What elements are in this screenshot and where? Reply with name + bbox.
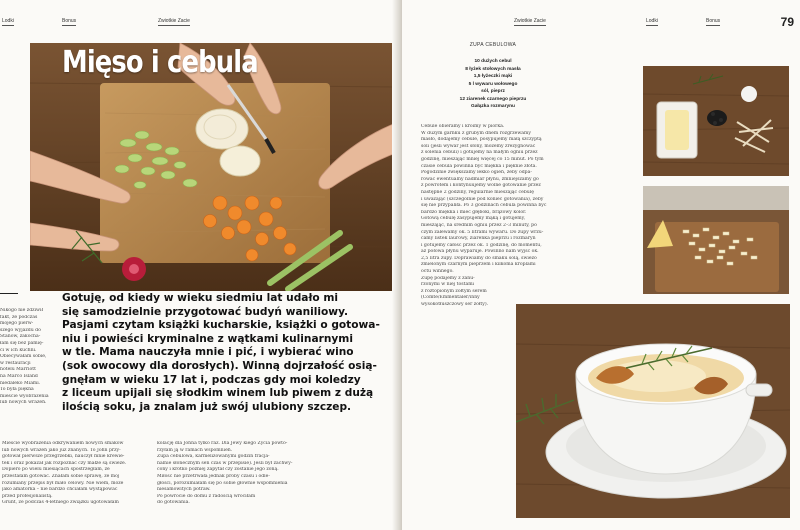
text-line: Pogodzinie zwiększamy lekko ogień, żeby odpa- xyxy=(421,170,532,176)
text-line: do gotowania. xyxy=(157,500,190,506)
intro-paragraph xyxy=(62,292,395,414)
header-right-section-b: Lodki xyxy=(646,18,658,24)
text-line: Obiecywałam sobie, xyxy=(0,354,47,360)
text-line: jako amatorka – nie bardzo chciałam wystąpować xyxy=(2,487,118,493)
text-line: rować ewentualny nadmiar płynu, zmniejszamy go xyxy=(421,176,539,182)
text-line: godzinę, mieszając mniej więcej co 15 minut. Po tym xyxy=(421,156,544,162)
text-line: łam się bez pamię- xyxy=(0,340,44,346)
text-line: rzonymi w niej tostami xyxy=(421,282,475,288)
text-line: W dużym garnku z grubym dnem rozgrzewamy xyxy=(421,130,531,136)
soup-photo xyxy=(516,304,790,518)
onion-soup-bowl-image xyxy=(516,304,790,518)
text-line: rozumiany przepis był mało celowy. Nie wiem, może xyxy=(2,480,124,486)
text-line: rzyłam ją w ramach wspomnień. xyxy=(157,447,233,453)
column-rule xyxy=(0,293,18,294)
cheese-photo xyxy=(643,186,789,294)
header-left-section-b: Bonus xyxy=(62,18,77,24)
text-line: Gotową cebulę zasypujemy mąką i gotujemy, xyxy=(421,216,526,222)
text-line: Stanów, zakocha- xyxy=(0,334,41,340)
text-line: mieście wyobrażenia xyxy=(0,393,49,399)
text-line: ci w ich kuchni. xyxy=(0,347,37,353)
text-line: masło, dodajemy cebule, posypujemy małą szczyptą xyxy=(421,137,542,143)
text-line: Nikogo nie zdziwił xyxy=(0,308,43,313)
left-body-column-2 xyxy=(157,441,327,507)
left-body-column-1 xyxy=(2,441,148,507)
text-line: w restauracji xyxy=(0,360,31,366)
text-line: czym zalewamy ok. 5 litrami wywaru. Do zupy wrzu- xyxy=(421,229,544,235)
text-line: tek i oraz pokazał jak rozpoznać czy małże są świeże. xyxy=(2,460,127,466)
text-line: zmielonym czarnym pieprzem i kilkoma kroplami xyxy=(421,262,536,268)
header-left-section-c: Zwiotkie Zacie xyxy=(158,18,190,24)
text-line: lub nowych wrażeń. xyxy=(0,400,47,406)
text-line: niedaleko Miami. xyxy=(0,380,41,386)
intro-line: w tle. Mama nauczyła mnie i pić, i wybierać wino xyxy=(62,346,354,359)
intro-line: (sok owocowy dla dorosłych). Winną dojrzałość osią- xyxy=(62,359,377,372)
intro-line: niu i powieści kryminalne z wątkami kulinarnymi xyxy=(62,332,353,345)
text-line: To była piękna xyxy=(0,387,34,393)
text-line: gotował pierwsze przegrzebki, nauczył mnie krewie- xyxy=(2,454,125,460)
onion-carrot-cutting-board-image xyxy=(30,43,396,291)
text-line: czasie cebula powinna być miękka i pięknie złota. xyxy=(421,163,537,169)
text-line: niesamowitych potraw. xyxy=(157,487,211,493)
text-line: Zupę podajemy z zanu- xyxy=(421,275,475,281)
text-line: camy listek laurowy, ziarenka pieprzu i rozmaryn xyxy=(421,236,536,242)
text-line: octu winnego. xyxy=(421,269,454,275)
text-line: się nie przypaliła. Po 3 godzinach cebula powinna być xyxy=(421,203,547,209)
text-line: i gotujemy całość przez ok. 1 godzinę, do momentu, xyxy=(421,242,542,248)
text-line: Dopiero po wielu miesiącach spostrzegłam, że xyxy=(2,467,110,473)
ingredient-item: 12 ziarenek czarnego pieprzu xyxy=(459,96,527,102)
text-line: wysokotłuszczowy ser żółty). xyxy=(421,302,489,308)
intro-line: się samodzielnie przygotować budyń waniliowy. xyxy=(62,305,349,318)
text-line: następne 2 godziny, regularnie mieszając cebulę xyxy=(421,189,534,195)
text-line: głości, porozumiałam się po sobie głównie wspomnienia xyxy=(157,480,288,486)
text-line: z powrotem i kontynuujemy wolne gotowanie przez xyxy=(421,183,541,189)
ingredient-item: 8 łyżek stołowych masła xyxy=(465,66,521,72)
text-line: fakt, że podczas xyxy=(0,314,38,320)
header-right-section-a: Zwiotkie Zacie xyxy=(514,18,546,24)
ingredients-list xyxy=(418,58,568,111)
text-line: kolację dla Johna tylko raz. Dla Jewy kiego Życia powtó- xyxy=(157,441,288,446)
text-line: szego wyjazdu do xyxy=(0,327,41,333)
intro-line: ilością soku, ja znalam już swój ulubiony szczep. xyxy=(62,400,352,413)
text-line: Po powrocie do domu z radością wróciłam xyxy=(157,493,256,499)
intro-line: gnęłam w wieku 17 lat i, podczas gdy moi koledzy xyxy=(62,373,361,386)
text-line: mojego pierw- xyxy=(0,321,34,327)
text-line: soli (jeśli wywar jest słony, możemy zrezygnować xyxy=(421,143,536,149)
intro-line: Gotuję, od kiedy w wieku siedmiu lat udało mi xyxy=(62,292,339,304)
text-line: hotelu Marriott xyxy=(0,367,36,373)
text-line: z roztopionym żółtym serem xyxy=(421,288,487,294)
butter-pepper-herbs-image xyxy=(643,66,789,176)
ingredient-item: 1,5 łyżeczki mąki xyxy=(473,74,513,79)
text-line: aż połowa płynu wyparuje. Powinno nam wyjść ok. xyxy=(421,249,539,255)
text-line: (Comte/Emmentaler/inny xyxy=(421,295,480,301)
text-line: mieszając, na średnim ogniu przez 2–3 minuty, po xyxy=(421,222,537,228)
intro-line: Pasjami czytam książki kucharskie, książki o gotowa- xyxy=(62,319,380,332)
header-left-section-a: Lodki xyxy=(2,18,14,24)
text-line: lub nowych wrażeń jako już znanych. To John przy- xyxy=(2,447,121,453)
text-line: na Marco Island xyxy=(0,373,38,379)
recipe-title: ZUPA CEBULOWA xyxy=(469,42,517,48)
text-line: i uważając (szczególnie pod koniec gotowania), żeby xyxy=(421,196,544,202)
text-line: 2,5 litra zupy. Doprawiamy do smaku solą, świeżo xyxy=(421,255,537,261)
text-line: Grunt, że podczas 4-letniego związku ugotowałam xyxy=(2,500,119,506)
text-line: cony i krótko później zapytał czy zostanie jego żoną. xyxy=(157,467,279,473)
text-line: Mieście wyobrażenia odkrywaniem nowych smaków xyxy=(2,441,124,446)
article-title: Mięso i cebula xyxy=(62,45,258,80)
text-line: Miłość nie przetrwała jednak próby czasu i odle- xyxy=(157,473,270,479)
intro-line: z liceum upijali się słodkim winem lub piwem z dużą xyxy=(62,387,374,400)
text-line: Cebule obieramy i kroimy w piórka. xyxy=(421,124,505,129)
ingredient-item: 10 dużych cebul xyxy=(474,59,512,64)
recipe-method xyxy=(421,124,626,309)
ingredient-item: Gałązka rozmarynu xyxy=(471,104,515,109)
text-line: nalnie słonecznym sen czas w przepisie). Jeśli był zachwy- xyxy=(157,460,293,466)
left-margin-column xyxy=(0,293,58,407)
text-line: przed profesjonalistą. xyxy=(2,493,53,499)
text-line: bardzo miękka i mieć głęboki, brązowy kolor. xyxy=(421,209,527,215)
hero-photo xyxy=(30,43,396,291)
page-number: 79 xyxy=(780,15,794,29)
left-page xyxy=(0,0,398,530)
grated-cheese-image xyxy=(643,186,789,294)
ingredient-item: 5 l wywaru wołowego xyxy=(468,81,518,87)
text-line: Zupa cebulowa, karmelizowanymi godzin fracja- xyxy=(157,454,270,460)
text-line: z solenia cebuli) i gotujemy na małym ogniu przez xyxy=(421,150,538,156)
header-right-section-c: Bonus xyxy=(706,18,721,24)
text-line: przestałam gotować. Znałam sobie sprawę, że mój xyxy=(2,473,120,479)
butter-photo xyxy=(643,66,789,176)
ingredient-item: sól, pieprz xyxy=(481,89,505,94)
